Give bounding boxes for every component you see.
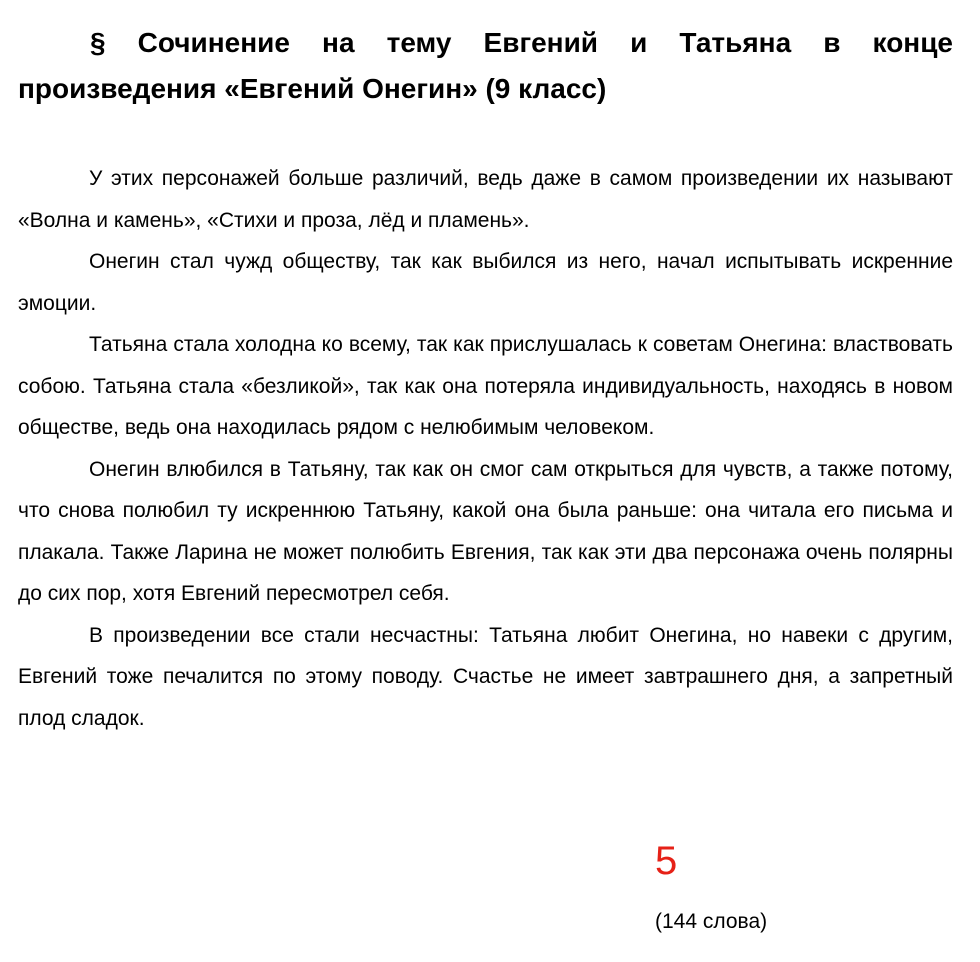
paragraph-2: Онегин стал чужд обществу, так как выбился из него, начал испытывать искренние эмоции. <box>18 250 953 315</box>
paragraph-1: У этих персонажей больше различий, ведь даже в самом произведении их называют «Волна и камень», «Стихи и проза, лёд и пламень». <box>18 167 953 232</box>
essay-body <box>18 158 953 739</box>
grade-mark: 5 <box>655 839 678 883</box>
essay-page <box>18 20 953 739</box>
paragraph-5: В произведении все стали несчастны: Татьяна любит Онегина, но навеки с другим, Евгений тоже печалится по этому поводу. Счастье не имеет завтрашнего дня, а запретный плод сладок. <box>18 623 953 730</box>
paragraph-4: Онегин влюбился в Татьяну, так как он смог сам открыться для чувств, а также потому, что снова полюбил ту искреннюю Татьяну, какой она была раньше: она читала его письма и плакала. Также Ларина не может полюбить Евгения, так как эти два персонажа очень полярны до сих пор, хотя Евгений пересмотрел себя. <box>18 457 953 605</box>
word-count: (144 слова) <box>655 910 768 933</box>
essay-title: § Сочинение на тему Евгений и Татьяна в конце произведения «Евгений Онегин» (9 класс) <box>18 27 953 104</box>
paragraph-3: Татьяна стала холодна ко всему, так как прислушалась к советам Онегина: властвовать собою. Татьяна стала «безликой», так как она потеряла индивидуальность, находясь в новом обществе, ведь она находилась рядом с нелюбимым человеком. <box>18 333 953 439</box>
